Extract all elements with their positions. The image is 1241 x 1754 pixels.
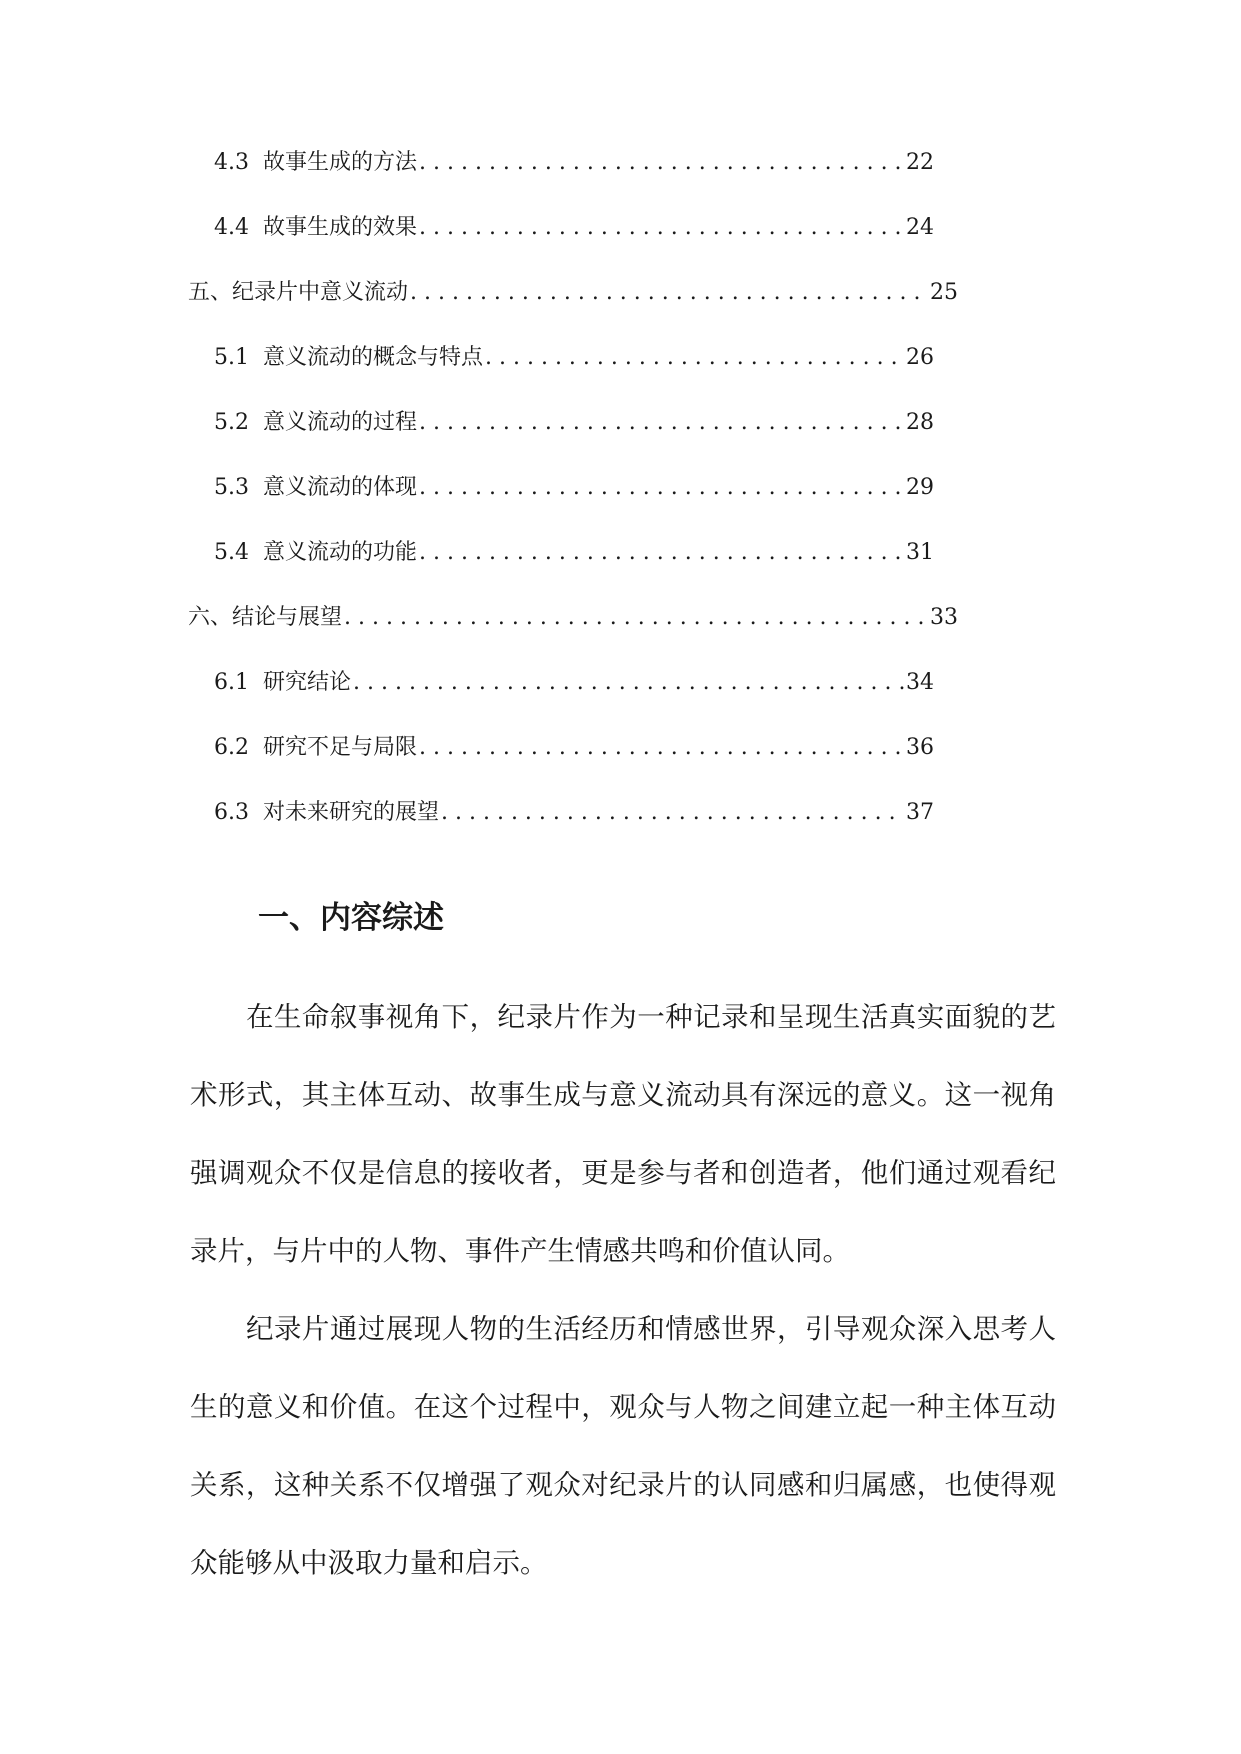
toc-entry-page: 36 (906, 735, 934, 760)
toc-entry-number: 6.2 (214, 735, 249, 760)
toc-entry[interactable] (188, 668, 934, 733)
toc-leader-dots (419, 538, 904, 568)
toc-entry-page: 37 (906, 800, 934, 825)
toc-entry-title: 意义流动的功能 (263, 540, 418, 565)
toc-entry[interactable] (188, 213, 934, 278)
toc-leader-dots (419, 408, 904, 438)
toc-entry-title: 意义流动的过程 (263, 410, 418, 435)
toc-entry[interactable] (188, 278, 958, 343)
toc-entry[interactable] (188, 473, 934, 538)
toc-entry[interactable] (188, 538, 934, 603)
toc-entry-number: 5.4 (214, 540, 249, 565)
toc-entry-number: 5.1 (214, 345, 249, 370)
toc-entry-page: 33 (930, 605, 958, 630)
toc-entry[interactable] (188, 343, 934, 408)
toc-leader-dots (419, 213, 904, 243)
toc-entry-number: 4.4 (214, 215, 249, 240)
toc-entry-page: 34 (906, 670, 934, 695)
toc-entry[interactable] (188, 603, 958, 668)
toc-entry[interactable] (188, 148, 934, 213)
toc-leader-dots (419, 733, 904, 763)
toc-leader-dots (410, 278, 928, 308)
body-paragraph: 纪录片通过展现人物的生活经历和情感世界，引导观众深入思考人生的意义和价值。在这个过程中，观众与人物之间建立起一种主体互动关系，这种关系不仅增强了观众对纪录片的认同感和归属感，也使得观众能够从中汲取力量和启示。 (190, 1313, 1056, 1579)
toc-entry[interactable] (188, 408, 934, 473)
toc-entry-page: 25 (930, 280, 958, 305)
toc-entry-title: 研究不足与局限 (263, 735, 418, 760)
toc-entry-page: 31 (906, 540, 934, 565)
toc-entry-page: 26 (906, 345, 934, 370)
toc-entry-page: 28 (906, 410, 934, 435)
table-of-contents (188, 148, 958, 863)
toc-leader-dots (344, 603, 928, 633)
toc-entry-title: 意义流动的概念与特点 (263, 345, 484, 370)
toc-entry-title: 研究结论 (263, 670, 352, 695)
toc-entry-number: 6.1 (214, 670, 249, 695)
toc-entry-title: 故事生成的效果 (263, 215, 418, 240)
toc-entry-page: 22 (906, 150, 934, 175)
toc-entry-title: 对未来研究的展望 (263, 800, 440, 825)
toc-entry-number: 5.2 (214, 410, 249, 435)
toc-entry-page: 29 (906, 475, 934, 500)
toc-entry-title: 故事生成的方法 (263, 150, 418, 175)
toc-entry-title: 意义流动的体现 (263, 475, 418, 500)
toc-entry[interactable] (188, 733, 934, 798)
toc-entry-title: 五、纪录片中意义流动 (188, 280, 409, 305)
toc-leader-dots (353, 668, 904, 698)
toc-leader-dots (419, 473, 904, 503)
toc-entry-title: 六、结论与展望 (188, 605, 343, 630)
toc-entry[interactable] (188, 798, 934, 863)
section-heading: 一、内容综述 (258, 900, 444, 936)
body-paragraph: 在生命叙事视角下，纪录片作为一种记录和呈现生活真实面貌的艺术形式，其主体互动、故事生成与意义流动具有深远的意义。这一视角强调观众不仅是信息的接收者，更是参与者和创造者，他们通过观看纪录片，与片中的人物、事件产生情感共鸣和价值认同。 (190, 1001, 1056, 1267)
toc-leader-dots (485, 343, 904, 373)
toc-entry-number: 5.3 (214, 475, 249, 500)
toc-leader-dots (441, 798, 904, 828)
toc-entry-number: 4.3 (214, 150, 249, 175)
toc-entry-page: 24 (906, 215, 934, 240)
toc-entry-number: 6.3 (214, 800, 249, 825)
toc-leader-dots (419, 148, 904, 178)
